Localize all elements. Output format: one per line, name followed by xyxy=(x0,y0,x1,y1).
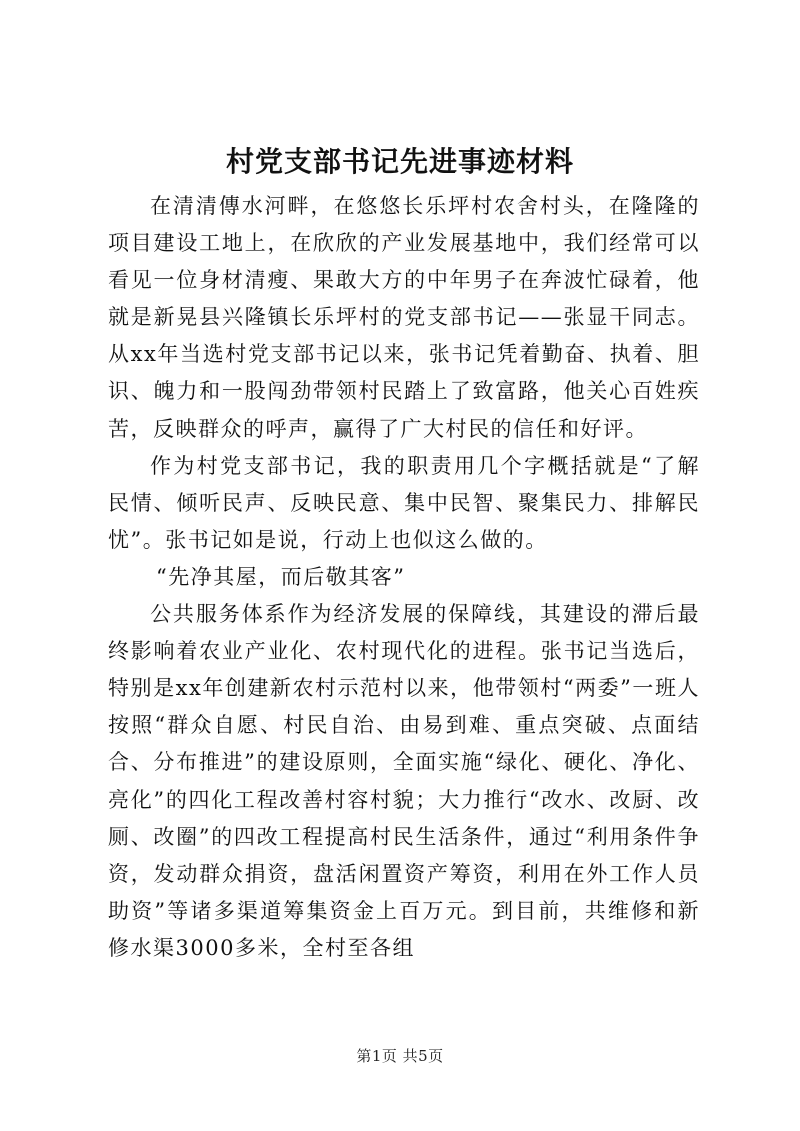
paragraph-public-services: 公共服务体系作为经济发展的保障线，其建设的滞后最终影响着农业产业化、农村现代化的进程。张书记当选后，特别是xx年创建新农村示范村以来，他带领村“两委”一班人按照“群众自愿、村民自治、由易到难、重点突破、点面结合、分布推进”的建设原则，全面实施“绿化、硬化、净化、亮化”的四化工程改善村容村貌；大力推行“改水、改厨、改厕、改圈”的四改工程提高村民生活条件，通过“利用条件争资，发动群众捐资，盘活闲置资产筹资，利用在外工作人员助资”等诸多渠道筹集资金上百万元。到目前，共维修和新修水渠3000多米，全村至各组 xyxy=(108,602,700,960)
section-heading-quote: “先净其屋，而后敬其客” xyxy=(156,564,406,589)
paragraph-intro: 在清清傳水河畔，在悠悠长乐坪村农舍村头，在隆隆的项目建设工地上，在欣欣的产业发展基地中，我们经常可以看见一位身材清瘦、果敢大方的中年男子在奔波忙碌着，他就是新晃县兴隆镇长乐坪村的党支部书记——张显干同志。从xx年当选村党支部书记以来，张书记凭着勤奋、执着、胆识、魄力和一股闯劲带领村民踏上了致富路，他关心百姓疾苦，反映群众的呼声，赢得了广大村民的信任和好评。 xyxy=(108,194,700,441)
page-number-footer: 第1页 共5页 xyxy=(356,1047,444,1065)
document-title: 村党支部书记先进事迹材料 xyxy=(225,145,574,178)
paragraph-duties: 作为村党支部书记，我的职责用几个字概括就是“了解民情、倾听民声、反映民意、集中民智、聚集民力、排解民忧”。张书记如是说，行动上也似这么做的。 xyxy=(108,453,700,552)
document-body xyxy=(108,188,700,967)
